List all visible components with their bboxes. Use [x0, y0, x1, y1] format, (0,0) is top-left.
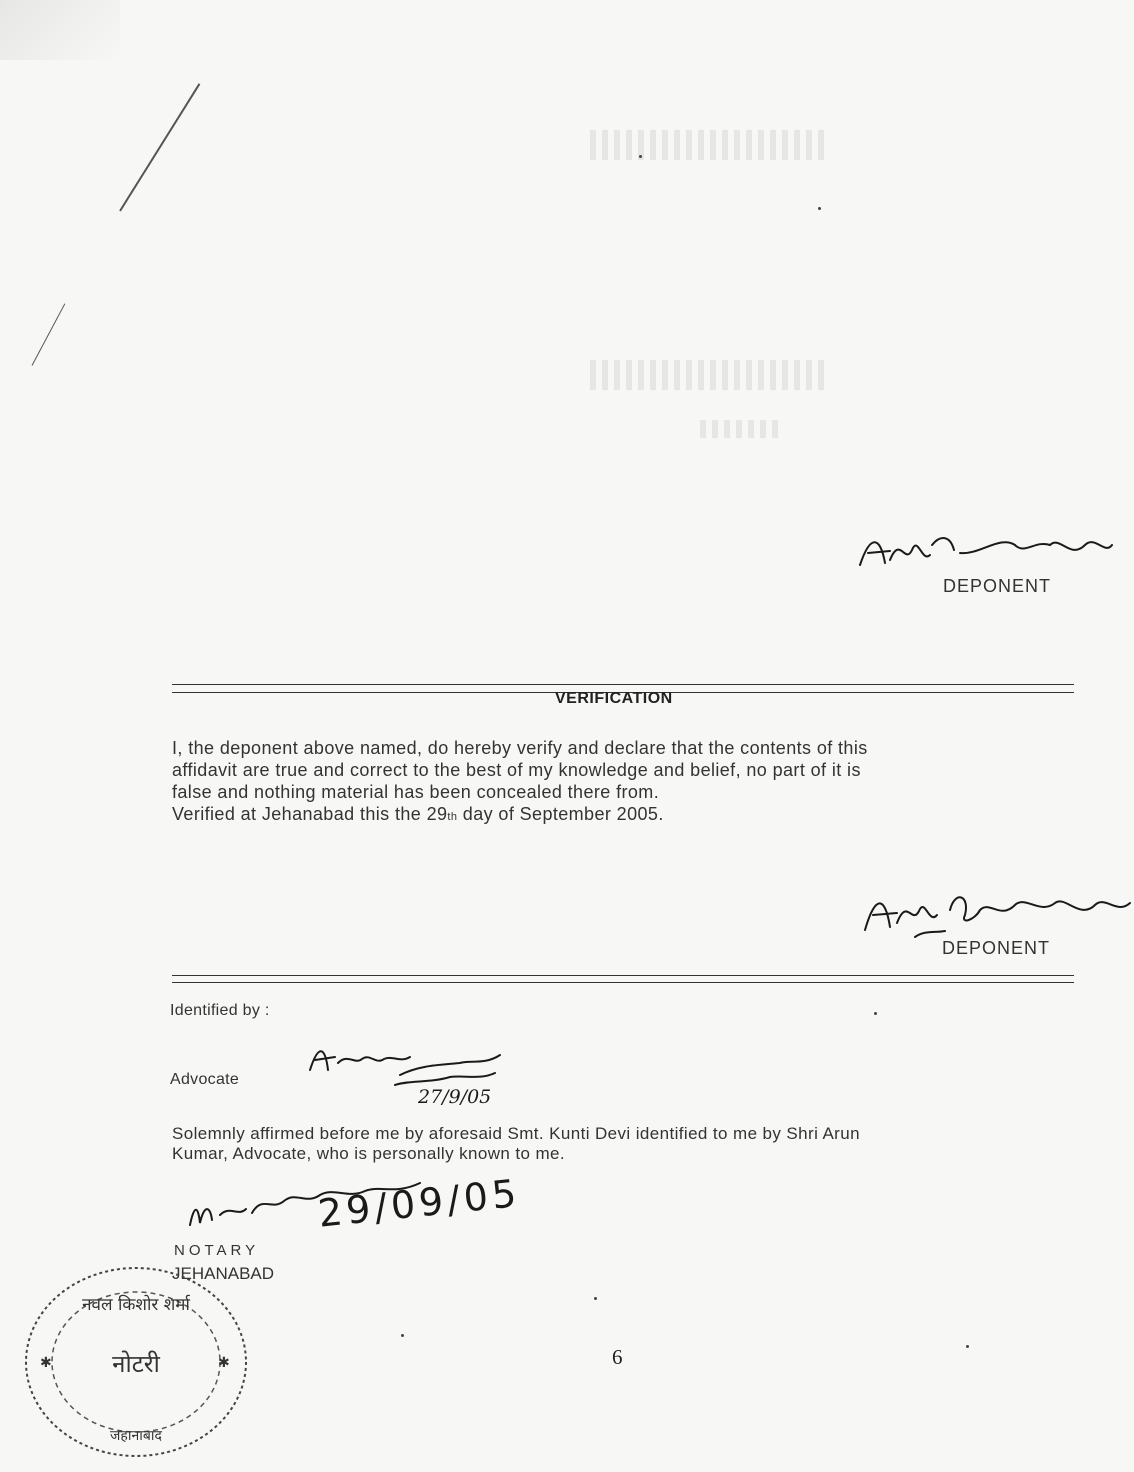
seal-text-top: नवल किशोर शर्मा: [82, 1295, 190, 1315]
verification-line: I, the deponent above named, do hereby verify and declare that the contents of this: [172, 738, 868, 758]
affirmation-line: Kumar, Advocate, who is personally known to me.: [172, 1144, 565, 1163]
seal-text-bottom: जहानाबाद: [110, 1428, 162, 1444]
svg-text:✱: ✱: [40, 1355, 52, 1371]
verified-at-line: [172, 803, 1072, 828]
verification-heading: VERIFICATION: [555, 690, 673, 707]
affirmation-line: Solemnly affirmed before me by aforesaid Smt. Kunti Devi identified to me by Shri Arun: [172, 1124, 860, 1143]
section-divider-bottom-2: [172, 982, 1074, 983]
bleed-through-text: [590, 360, 830, 390]
section-divider-bottom: [172, 975, 1074, 976]
scan-fold-shadow: [0, 0, 120, 60]
page-number: 6: [612, 1345, 623, 1369]
verification-line: false and nothing material has been concealed there from.: [172, 782, 660, 802]
seal-text-center: नोटरी: [112, 1350, 160, 1378]
identified-by-label: Identified by :: [170, 1002, 270, 1019]
bleed-through-text: [590, 130, 830, 160]
scan-speck: [818, 207, 821, 210]
verification-paragraph: [172, 737, 1072, 828]
advocate-date: 27/9/05: [418, 1086, 492, 1108]
verified-at-prefix: Verified at Jehanabad this the 29: [172, 804, 448, 824]
verification-line: affidavit are true and correct to the best of my knowledge and belief, no part of it is: [172, 760, 861, 780]
scan-speck: [594, 1297, 597, 1300]
scan-stroke-mark: [32, 303, 66, 365]
notary-seal: [20, 1262, 252, 1462]
bleed-through-text: [700, 420, 780, 438]
notary-date: 29/09/05: [316, 1170, 523, 1236]
verified-at-suffix: day of September 2005.: [457, 804, 664, 824]
deponent-label-bottom: DEPONENT: [942, 938, 1051, 958]
notary-label: NOTARY: [174, 1242, 260, 1259]
deponent-label-top: DEPONENT: [943, 576, 1052, 596]
advocate-label: Advocate: [170, 1071, 240, 1088]
deponent-signature-bottom: [855, 875, 1134, 945]
verified-at-ordinal: th: [447, 811, 458, 823]
scan-speck: [966, 1345, 969, 1348]
scan-speck: [874, 1012, 877, 1015]
deponent-signature-top: [850, 515, 1130, 585]
affirmation-paragraph: [172, 1124, 1072, 1164]
svg-text:✱: ✱: [218, 1355, 230, 1371]
scan-stroke-mark: [119, 83, 200, 211]
scan-speck: [639, 155, 642, 158]
section-divider-top: [172, 684, 1074, 685]
scan-speck: [401, 1334, 404, 1337]
notary-place: JEHANABAD: [172, 1264, 275, 1283]
